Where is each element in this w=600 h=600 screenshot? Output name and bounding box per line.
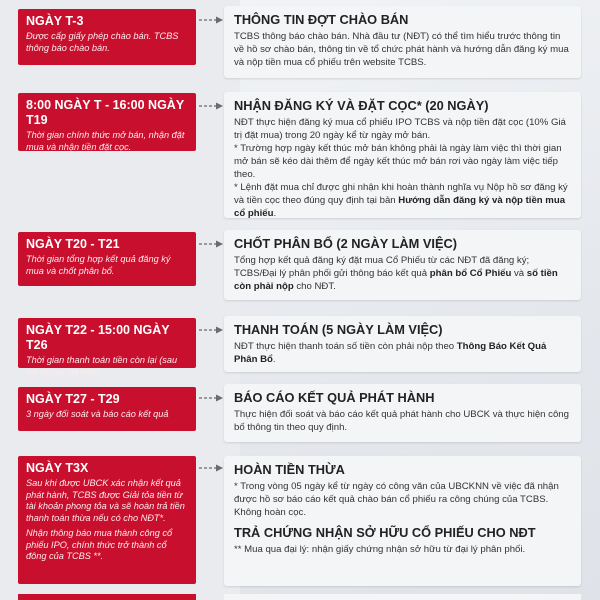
step-4-body: NĐT thực hiện thanh toán số tiền còn phải nộp theo Thông Báo Kết Quả Phân Bổ. (234, 341, 547, 365)
step-1-day: NGÀY T-3 (26, 14, 84, 28)
step-2-desc: Thời gian chính thức mở bán, nhận đặt mua và nhận tiền đặt cọc. (26, 130, 185, 152)
step-5-day: NGÀY T27 - T29 (26, 392, 120, 406)
step-1-day-box (18, 9, 196, 65)
step-4-desc: Thời gian thanh toán tiền còn lại (sau khi từ cọc đã nộp). (26, 355, 178, 377)
step-5-card (224, 384, 581, 442)
step-6-title: HOÀN TIỀN THỪA (234, 462, 345, 477)
dashed-arrow-icon (198, 463, 224, 473)
step-1-desc: Được cấp giấy phép chào bán. TCBS thông báo chào bán. (26, 31, 179, 53)
step-3-day: NGÀY T20 - T21 (26, 237, 120, 251)
step-4-title: THANH TOÁN (5 NGÀY LÀM VIỆC) (234, 322, 443, 337)
step-6-day: NGÀY T3X (26, 461, 89, 475)
step-2-body-2: * Trường hợp ngày kết thúc mở bán không phải là ngày làm việc thì thời gian mở bán sẽ kéo dài thêm để ngày kết thúc mở bán rơi vào ngày làm việc tiếp theo. (234, 143, 562, 180)
step-6-body-2: ** Mua qua đại lý: nhận giấy chứng nhận sở hữu từ đại lý phân phối. (234, 544, 526, 555)
step-5-day-box (18, 387, 196, 431)
dashed-arrow-icon (198, 393, 224, 403)
dashed-arrow-icon (198, 239, 224, 249)
guide-link-text: Hướng dẫn đăng ký và nộp tiền mua cổ phiếu (234, 195, 566, 219)
dashed-arrow-icon (198, 15, 224, 25)
step-2-card (224, 92, 581, 218)
step-1-card (224, 6, 581, 78)
step-1-title: THÔNG TIN ĐỢT CHÀO BÁN (234, 12, 409, 27)
step-6-card (224, 456, 581, 586)
next-step-box-edge (18, 594, 196, 600)
step-2-body-1: NĐT thực hiện đăng ký mua cổ phiếu IPO TCBS và nộp tiền đặt cọc (10% Giá trị đặt mua) trong 20 ngày kể từ ngày mở bán. (234, 117, 566, 141)
step-3-body-1: Tổng hợp kết quả đăng ký đặt mua Cổ Phiếu từ các NĐT đã đăng ký; (234, 255, 530, 266)
step-5-desc: 3 ngày đối soát và báo cáo kết quả (26, 409, 169, 419)
step-6-body: * Trong vòng 05 ngày kể từ ngày có công văn của UBCKNN về việc đã nhận được hồ sơ báo cáo kết quả chào bán cổ phiếu ra công chúng của TCBS. Không hoàn cọc. (234, 481, 559, 518)
step-6-desc-2: Nhận thông báo mua thành công cổ phiếu IPO, chính thức trở thành cổ đông của TCBS **. (26, 528, 173, 561)
step-3-desc: Thời gian tổng hợp kết quả đăng ký mua và chốt phân bổ. (26, 254, 171, 276)
step-3-card (224, 230, 581, 300)
step-1-body: TCBS thông báo chào bán. Nhà đầu tư (NĐT) có thể tìm hiểu trước thông tin về hồ sơ chào bán, thông tin về tổ chức phát hành và hướng dẫn đăng ký mua và nộp tiền mua cổ phiếu trên website TCBS. (234, 31, 569, 68)
step-2-body-3: * Lệnh đặt mua chỉ được ghi nhận khi hoàn thành nghĩa vụ Nộp hồ sơ đăng ký và tiền cọc theo đúng quy định tại bản Hướng dẫn đăng ký và nộp tiền mua cổ phiếu. (234, 182, 568, 219)
step-4-card (224, 316, 581, 372)
step-6-day-box (18, 456, 196, 584)
step-2-title: NHẬN ĐĂNG KÝ VÀ ĐẶT CỌC* (20 NGÀY) (234, 98, 489, 113)
step-4-day: NGÀY T22 - 15:00 NGÀY T26 (26, 323, 170, 352)
dashed-arrow-icon (198, 325, 224, 335)
next-step-card-edge (224, 594, 581, 600)
step-5-title: BÁO CÁO KẾT QUẢ PHÁT HÀNH (234, 390, 435, 405)
dashed-arrow-icon (198, 101, 224, 111)
step-6-desc-1: Sau khi được UBCK xác nhận kết quả phát hành, TCBS được Giải tỏa tiền từ tài khoản phong tỏa và sẽ hoàn trả tiền thanh toán thừa nếu có cho NĐT*. (26, 478, 185, 523)
step-6-title-2: TRẢ CHỨNG NHẬN SỞ HỮU CỔ PHIẾU CHO NĐT (234, 525, 536, 540)
step-3-day-box (18, 232, 196, 286)
step-5-body: Thực hiện đối soát và báo cáo kết quả phát hành cho UBCK và thực hiện công bố thông tin theo quy định. (234, 409, 569, 433)
step-4-day-box (18, 318, 196, 377)
step-2-day: 8:00 NGÀY T - 16:00 NGÀY T19 (26, 98, 184, 127)
step-3-body-2: TCBS/Đại lý phân phối gửi thông báo kết quả phân bổ Cổ Phiếu và số tiền còn phải nộp cho NĐT. (234, 268, 558, 292)
step-3-title: CHỐT PHÂN BỔ (2 NGÀY LÀM VIỆC) (234, 236, 458, 251)
step-2-day-box (18, 93, 196, 151)
